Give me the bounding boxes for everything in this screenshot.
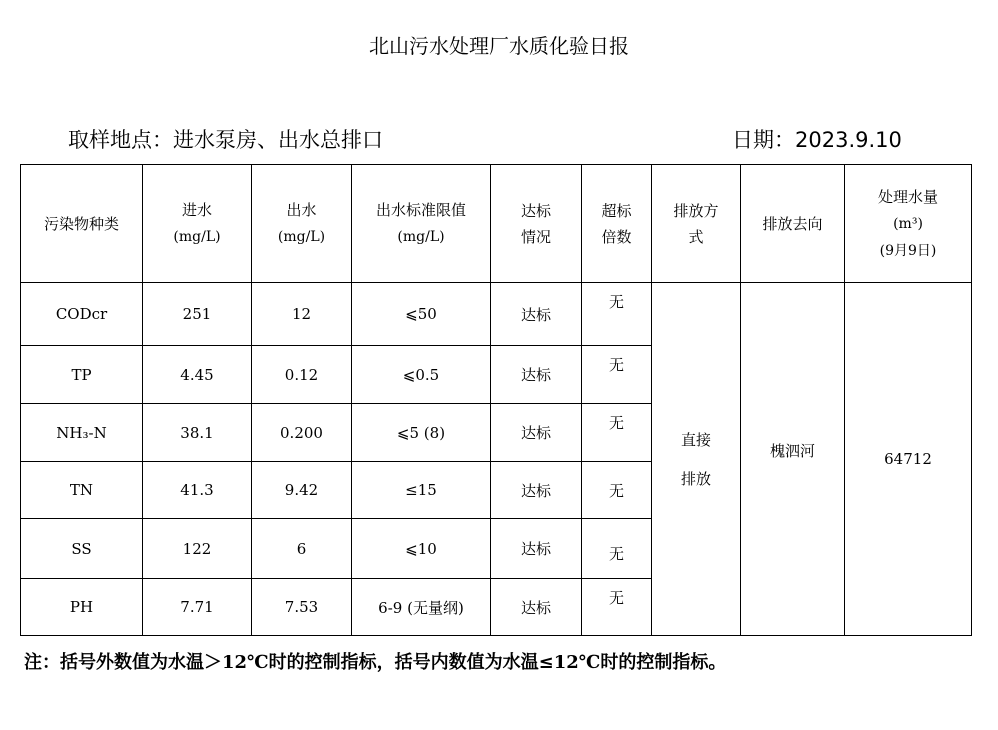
pollutant-name: CODcr [21, 283, 143, 346]
header-discharge-destination: 排放去向 [741, 165, 845, 283]
header-volume-line2: (m³) [893, 215, 923, 232]
compliance-status: 达标 [491, 346, 582, 404]
header-treated-volume [845, 165, 972, 283]
report-date: 日期：2023.9.10 [732, 128, 902, 152]
exceed-ratio: 无 [582, 283, 652, 346]
outflow-value: 7.53 [252, 579, 352, 636]
header-volume-line3: (9月9日) [879, 242, 937, 259]
outflow-value: 9.42 [252, 462, 352, 519]
treated-volume-value: 64712 [845, 283, 972, 636]
header-inflow-unit: (mg/L) [173, 229, 221, 245]
outflow-value: 12 [252, 283, 352, 346]
exceed-ratio: 无 [582, 579, 652, 636]
limit-value: ⩽0.5 [352, 346, 491, 404]
discharge-method-line1: 直接 [680, 431, 711, 449]
header-discharge-method-line2: 式 [688, 227, 704, 246]
table-header-row [21, 165, 972, 283]
header-limit [352, 165, 491, 283]
limit-value: 6-9 (无量纲) [352, 579, 491, 636]
pollutant-name: SS [21, 519, 143, 579]
pollutant-name: NH₃-N [21, 404, 143, 462]
inflow-value: 41.3 [143, 462, 252, 519]
discharge-destination-cell [741, 283, 845, 636]
header-inflow [143, 165, 252, 283]
header-compliance-line1: 达标 [520, 201, 551, 220]
header-discharge-method [652, 165, 741, 283]
compliance-status: 达标 [491, 519, 582, 579]
pollutant-name: TP [21, 346, 143, 404]
limit-value: ⩽50 [352, 283, 491, 346]
header-pollutant-type: 污染物种类 [21, 165, 143, 283]
outflow-value: 6 [252, 519, 352, 579]
pollutant-name: PH [21, 579, 143, 636]
table-row [21, 283, 972, 346]
header-volume-line1: 处理水量 [877, 187, 938, 206]
report-title: 北山污水处理厂水质化验日报 [369, 34, 629, 58]
inflow-value: 251 [143, 283, 252, 346]
discharge-method-line2: 排放 [680, 470, 711, 488]
exceed-ratio: 无 [582, 462, 652, 519]
pollutant-name: TN [21, 462, 143, 519]
outflow-value: 0.200 [252, 404, 352, 462]
header-compliance [491, 165, 582, 283]
header-limit-label: 出水标准限值 [375, 201, 466, 219]
header-outflow-unit: (mg/L) [277, 229, 326, 245]
header-inflow-label: 进水 [181, 201, 212, 219]
header-exceed-line2: 倍数 [601, 227, 632, 246]
header-exceed-line1: 超标 [601, 201, 632, 220]
compliance-status: 达标 [491, 579, 582, 636]
exceed-ratio: 无 [582, 519, 652, 579]
exceed-ratio: 无 [582, 404, 652, 462]
header-discharge-method-line1: 排放方 [673, 201, 719, 220]
header-limit-unit: (mg/L) [397, 229, 445, 245]
exceed-ratio: 无 [582, 346, 652, 404]
outflow-value: 0.12 [252, 346, 352, 404]
compliance-status: 达标 [491, 283, 582, 346]
water-quality-table [20, 164, 972, 636]
limit-value: ⩽5 (8) [352, 404, 491, 462]
footnote: 注：括号外数值为水温＞12℃时的控制指标，括号内数值为水温≤12℃时的控制指标。 [24, 652, 727, 673]
header-compliance-line2: 情况 [520, 227, 551, 246]
limit-value: ≤15 [352, 462, 491, 519]
limit-value: ⩽10 [352, 519, 491, 579]
inflow-value: 122 [143, 519, 252, 579]
inflow-value: 4.45 [143, 346, 252, 404]
header-exceed [582, 165, 652, 283]
header-outflow-label: 出水 [286, 201, 317, 219]
compliance-status: 达标 [491, 462, 582, 519]
compliance-status: 达标 [491, 404, 582, 462]
discharge-method-cell [652, 283, 741, 636]
inflow-value: 38.1 [143, 404, 252, 462]
inflow-value: 7.71 [143, 579, 252, 636]
sampling-location: 取样地点：进水泵房、出水总排口 [68, 128, 383, 152]
discharge-destination-value: 槐泗河 [769, 441, 815, 460]
header-outflow [252, 165, 352, 283]
